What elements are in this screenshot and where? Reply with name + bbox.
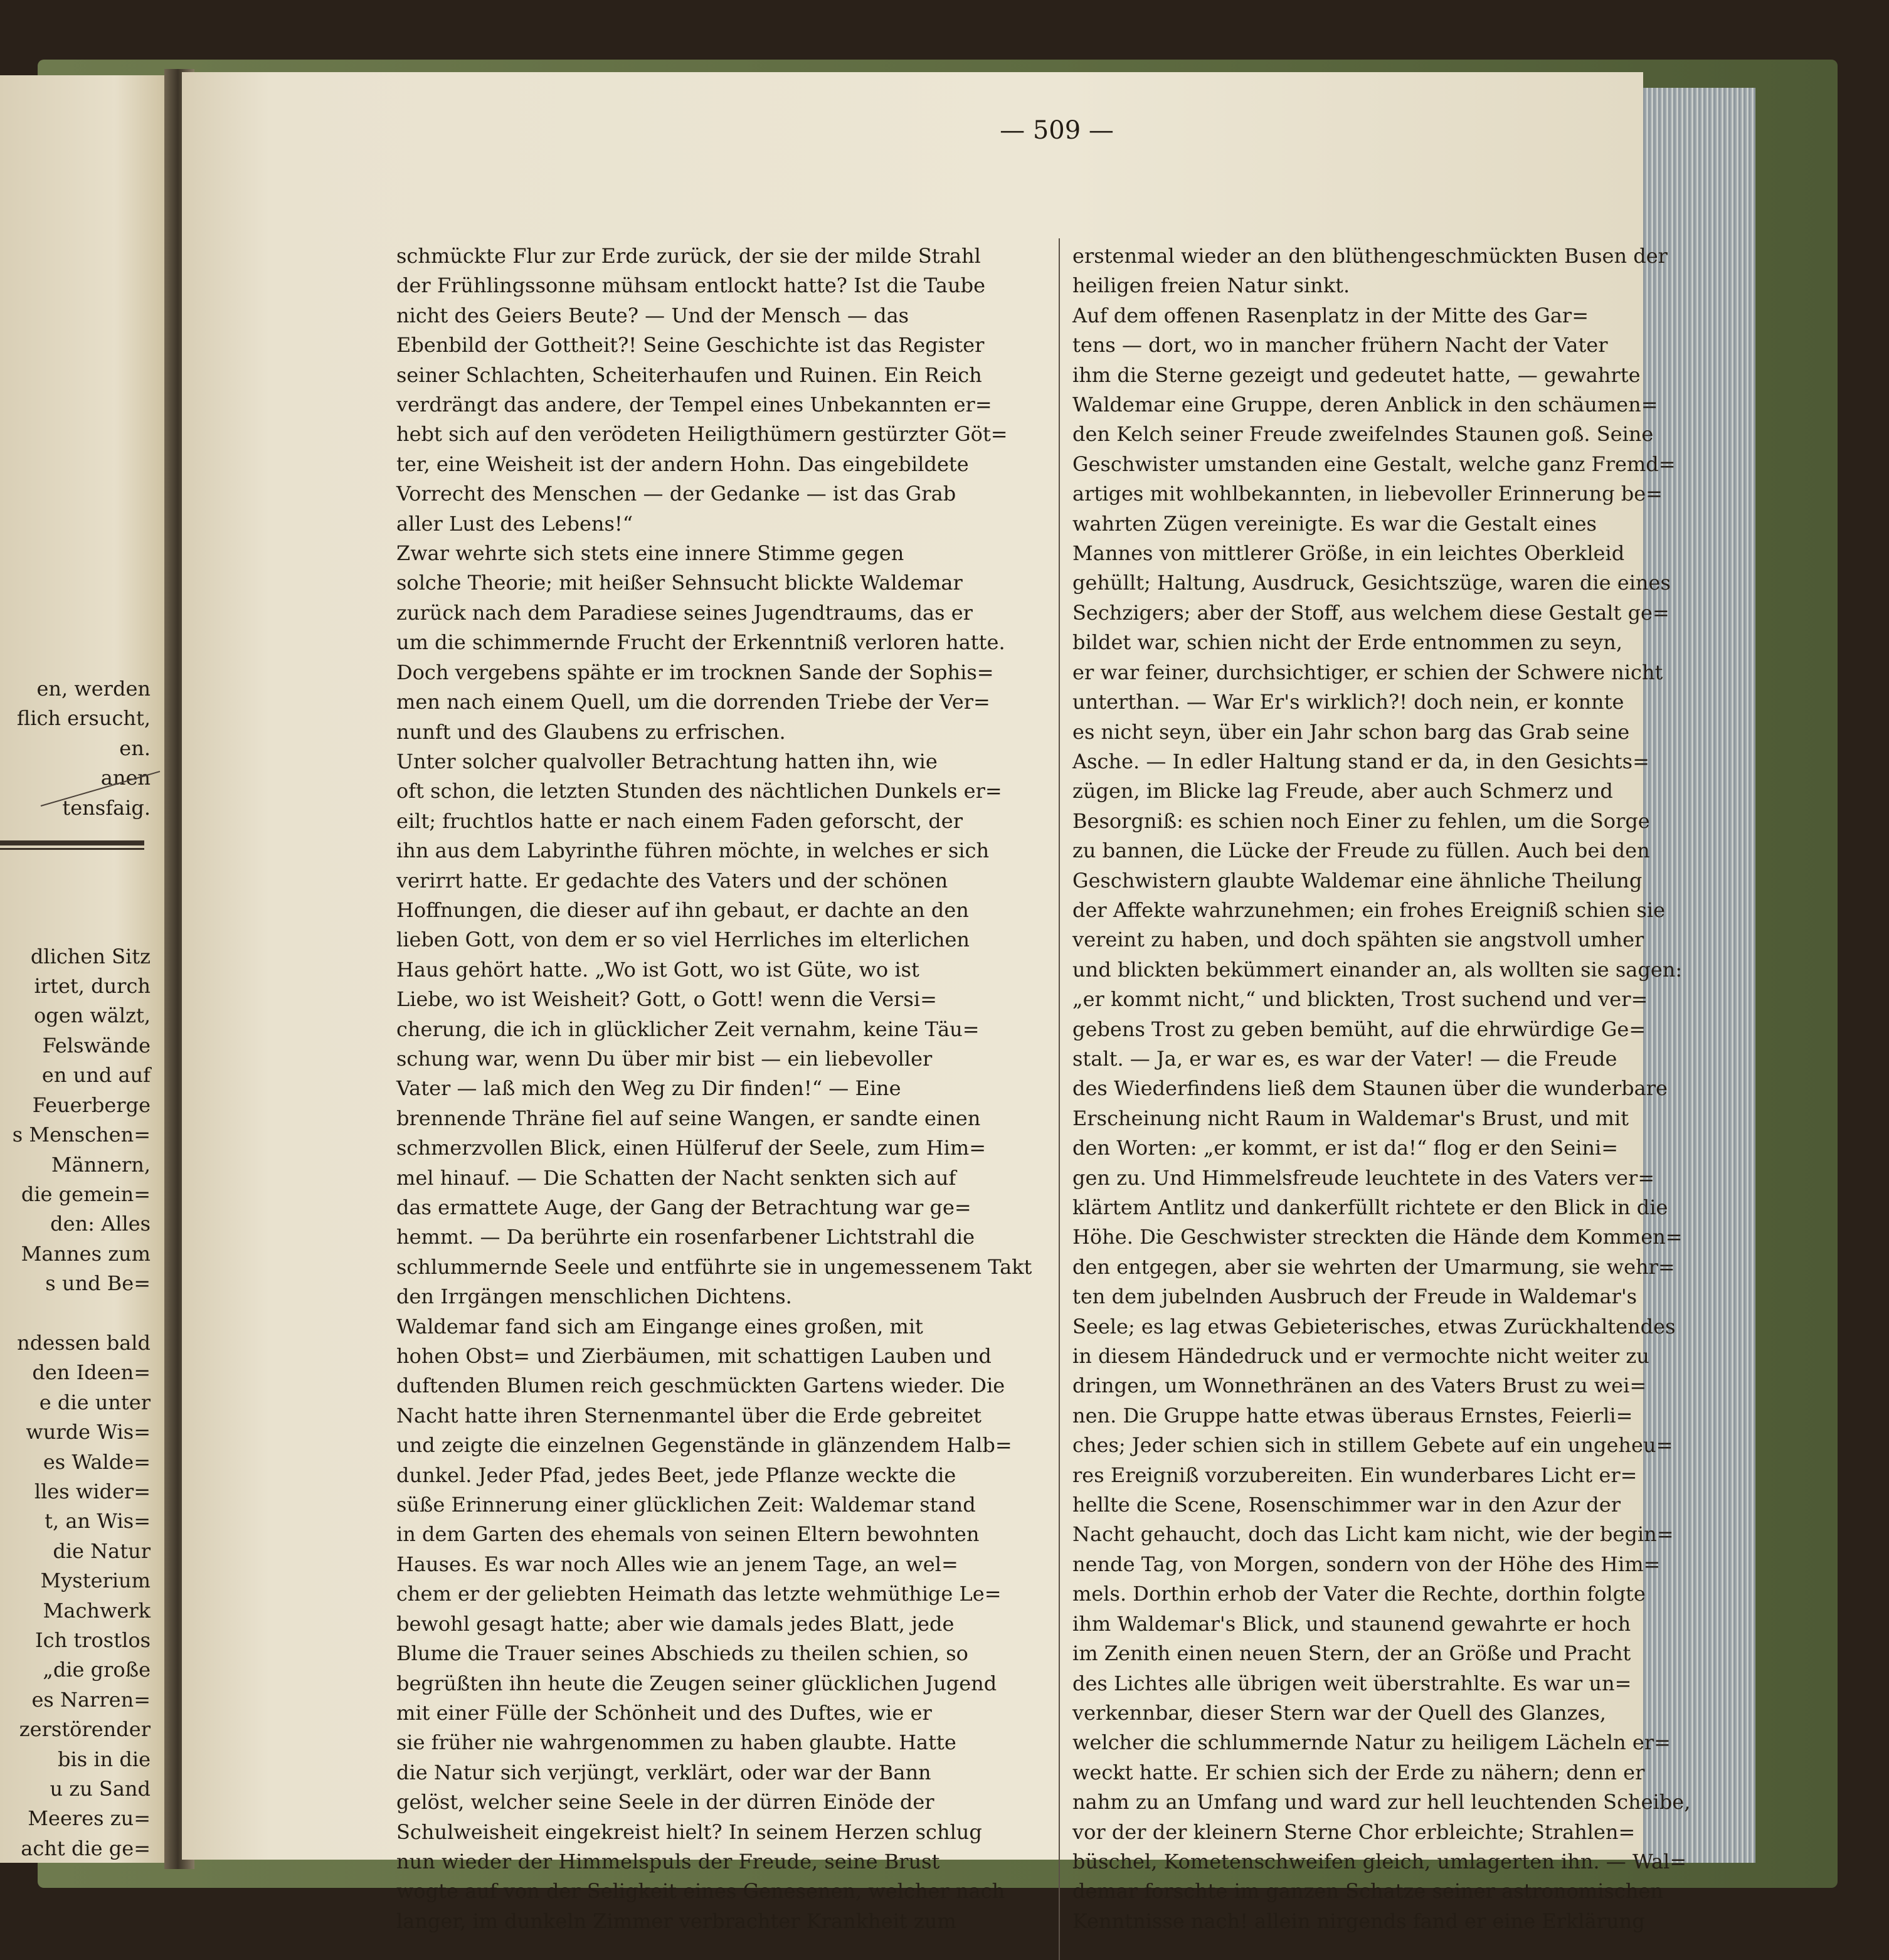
text-line: Auf dem offenen Rasenplatz in der Mitte des Gar= [1072, 303, 1589, 327]
text-line: mel hinauf. — Die Schatten der Nacht senkten sich auf [396, 1165, 956, 1190]
fragment-line: en und auf [41, 1063, 151, 1088]
text-line: nende Tag, von Morgen, sondern von der Höhe des Him= [1072, 1552, 1661, 1576]
text-line: klärtem Antlitz und dankerfüllt richtete er den Blick in die [1072, 1195, 1668, 1219]
text-line: Asche. — In edler Haltung stand er da, in den Gesichts= [1072, 749, 1649, 773]
left-page-rule-thin [0, 848, 144, 850]
text-line: gen zu. Und Himmelsfreude leuchtete in des Vaters ver= [1072, 1165, 1655, 1190]
text-line: in diesem Händedruck und er vermochte nicht weiter zu [1072, 1344, 1649, 1369]
fragment-line: Männern, [51, 1152, 151, 1177]
fragment-line: en. [119, 736, 151, 760]
text-line: der Affekte wahrzunehmen; ein frohes Ereigniß schien sie [1072, 898, 1666, 922]
text-line: Waldemar fand sich am Eingange eines großen, mit [396, 1314, 923, 1338]
text-line: schmerzvollen Blick, einen Hülferuf der Seele, zum Him= [396, 1136, 986, 1160]
text-line: bildet war, schien nicht der Erde entnommen zu seyn, [1072, 630, 1622, 655]
fragment-line: tensfaig. [62, 795, 151, 820]
fragment-line: t, an Wis= [45, 1509, 151, 1534]
text-column-left [396, 241, 1052, 1936]
text-column-right [1072, 241, 1728, 1936]
text-line: cherung, die ich in glücklicher Zeit vernahm, keine Täu= [396, 1017, 980, 1041]
text-line: weckt hatte. Er schien sich der Erde zu nähern; denn er [1072, 1760, 1645, 1784]
right-page [182, 72, 1691, 1933]
text-line: hebt sich auf den verödeten Heiligthümern gestürzter Göt= [396, 422, 1008, 447]
fragment-line: s Menschen= [12, 1123, 151, 1147]
text-line: sie früher nie wahrgenommen zu haben glaubte. Hatte [396, 1730, 956, 1755]
text-line: und zeigte die einzelnen Gegenstände in glänzendem Halb= [396, 1433, 1012, 1458]
fragment-line [0, 882, 151, 912]
text-line: den entgegen, aber sie wehrten der Umarmung, sie wehr= [1072, 1254, 1675, 1279]
text-line: artiges mit wohlbekannten, in liebevoller Erinnerung be= [1072, 482, 1663, 506]
text-line: schmückte Flur zur Erde zurück, der sie der milde Strahl [396, 244, 981, 268]
text-line: oft schon, die letzten Stunden des nächtlichen Dunkels er= [396, 779, 1002, 803]
fragment-line: den Ideen= [32, 1360, 151, 1385]
text-line: Waldemar eine Gruppe, deren Anblick in den schäumen= [1072, 393, 1658, 417]
text-line: nunft und des Glaubens zu erfrischen. [396, 719, 786, 744]
text-line: Unter solcher qualvoller Betrachtung hatten ihn, wie [396, 749, 938, 773]
text-line: Schulweisheit eingekreist hielt? In seinem Herzen schlug [396, 1820, 982, 1844]
text-line: hellte die Scene, Rosenschimmer war in den Azur der [1072, 1493, 1621, 1517]
fragment-line [0, 1299, 151, 1328]
text-line: erstenmal wieder an den blüthengeschmückten Busen der [1072, 244, 1668, 268]
text-line: gebens Trost zu geben bemüht, auf die ehrwürdige Ge= [1072, 1017, 1646, 1041]
text-line: zügen, im Blicke lag Freude, aber auch Schmerz und [1072, 779, 1613, 803]
fragment-line: die Natur [53, 1539, 151, 1563]
text-line: Geschwister umstanden eine Gestalt, welche ganz Fremd= [1072, 452, 1676, 476]
text-line: des Wiederfindens ließ dem Staunen über die wunderbare [1072, 1076, 1668, 1101]
text-line: vor der der kleinern Sterne Chor erbleichte; Strahlen= [1072, 1820, 1636, 1844]
text-line: Besorgniß: es schien noch Einer zu fehlen, um die Sorge [1072, 808, 1650, 833]
text-line: süße Erinnerung einer glücklichen Zeit: Waldemar stand [396, 1493, 976, 1517]
fragment-line: wurde Wis= [26, 1420, 151, 1444]
fragment-line: Feuerberge [32, 1093, 151, 1117]
text-line: nahm zu an Umfang und ward zur hell leuchtenden Scheibe, [1072, 1790, 1691, 1814]
text-line: welcher die schlummernde Natur zu heiligem Lächeln er= [1072, 1730, 1671, 1755]
text-line: schlummernde Seele und entführte sie in ungemessenem Takt [396, 1254, 1032, 1279]
fragment-line: zerstörender [19, 1717, 151, 1742]
text-line: begrüßten ihn heute die Zeugen seiner glücklichen Jugend [396, 1671, 997, 1695]
fragment-line: s und Be= [45, 1271, 151, 1296]
text-line: hohen Obst= und Zierbäumen, mit schattigen Lauben und [396, 1344, 992, 1369]
left-page-rule [0, 840, 144, 845]
text-line: lieben Gott, von dem er so viel Herrliches im elterlichen [396, 928, 970, 952]
text-line: verirrt hatte. Er gedachte des Vaters und der schönen [396, 868, 948, 893]
text-line: es nicht seyn, über ein Jahr schon barg das Grab seine [1072, 719, 1630, 744]
text-line: Geschwistern glaubte Waldemar eine ähnliche Theilung [1072, 868, 1643, 893]
text-line: ter, eine Weisheit ist der andern Hohn. Das eingebildete [396, 452, 969, 476]
fragment-line: ogen wälzt, [33, 1004, 151, 1028]
text-line: Seele; es lag etwas Gebieterisches, etwas Zurückhaltendes [1072, 1314, 1676, 1338]
fragment-line: „die große [43, 1658, 151, 1682]
text-line: Hoffnungen, die dieser auf ihn gebaut, er dachte an den [396, 898, 969, 922]
fragment-line: bis in die [58, 1747, 151, 1771]
fragment-line: flich ersucht, [16, 706, 151, 731]
fragment-line: anen [100, 766, 151, 790]
text-line: den Worten: „er kommt, er ist da!“ flog er den Seini= [1072, 1136, 1619, 1160]
text-line: der Frühlingssonne mühsam entlockt hatte? Ist die Taube [396, 273, 985, 298]
text-line: den Irrgängen menschlichen Dichtens. [396, 1285, 792, 1309]
fragment-line [0, 912, 151, 941]
text-line: er war feiner, durchsichtiger, er schien der Schwere nicht [1072, 660, 1663, 684]
fragment-line: u zu Sand [50, 1777, 151, 1801]
fragment-line: den: Alles [50, 1212, 151, 1236]
text-line: Kenntnisse nach! allein nirgends fand er eine Erklärung [1072, 1909, 1645, 1933]
text-line: duftenden Blumen reich geschmückten Gartens wieder. Die [396, 1374, 1005, 1398]
text-line: Sechzigers; aber der Stoff, aus welchem diese Gestalt ge= [1072, 600, 1669, 625]
text-line: heiligen freien Natur sinkt. [1072, 273, 1350, 298]
text-line: vereint zu haben, und doch spähten sie angstvoll umher [1072, 928, 1644, 952]
text-line: Doch vergebens spähte er im trocknen Sande der Sophis= [396, 660, 994, 684]
text-line: gehüllt; Haltung, Ausdruck, Gesichtszüge, waren die eines [1072, 571, 1671, 595]
fragment-line: dlichen Sitz [30, 944, 151, 968]
text-line: nun wieder der Himmelspuls der Freude, seine Brust [396, 1849, 940, 1873]
text-line: verdrängt das andere, der Tempel eines Unbekannten er= [396, 393, 992, 417]
fragment-line: ndessen bald [17, 1330, 151, 1355]
text-line: des Lichtes alle übrigen weit überstrahlte. Es war un= [1072, 1671, 1632, 1695]
text-line: chem er der geliebten Heimath das letzte wehmüthige Le= [396, 1582, 1002, 1606]
text-line: wahrten Zügen vereinigte. Es war die Gestalt eines [1072, 511, 1597, 536]
fragment-line [0, 852, 151, 882]
text-line: hemmt. — Da berührte ein rosenfarbener Lichtstrahl die [396, 1225, 975, 1249]
text-line: aller Lust des Lebens!“ [396, 511, 633, 536]
text-line: men nach einem Quell, um die dorrenden Triebe der Ver= [396, 690, 990, 714]
fragment-line: acht die ge= [21, 1836, 151, 1860]
text-line: „er kommt nicht,“ und blickten, Trost suchend und ver= [1072, 987, 1648, 1012]
text-line: ches; Jeder schien sich in stillem Gebete auf ein ungeheu= [1072, 1433, 1673, 1458]
text-line: demar forschte im ganzen Schatze seiner astronomischen [1072, 1879, 1663, 1904]
fragment-line: lles wider= [34, 1479, 151, 1503]
text-line: Zwar wehrte sich stets eine innere Stimme gegen [396, 541, 904, 566]
text-line: mit einer Fülle der Schönheit und des Duftes, wie er [396, 1700, 932, 1725]
fragment-line: Felswände [42, 1033, 151, 1057]
fragment-line: Mannes zum [21, 1241, 151, 1266]
text-line: ihm die Sterne gezeigt und gedeutet hatte, — gewahrte [1072, 363, 1641, 387]
text-line: zurück nach dem Paradiese seines Jugendtraums, das er [396, 600, 973, 625]
text-line: Vorrecht des Menschen — der Gedanke — ist das Grab [396, 482, 956, 506]
text-line: Mannes von mittlerer Größe, in ein leichtes Oberkleid [1072, 541, 1625, 566]
fragment-line: irtet, durch [34, 974, 151, 999]
text-line: tens — dort, wo in mancher frühern Nacht der Vater [1072, 333, 1608, 358]
text-line: zu bannen, die Lücke der Freude zu füllen. Auch bei den [1072, 839, 1650, 863]
text-line: unterthan. — War Er's wirklich?! doch nein, er konnte [1072, 690, 1624, 714]
left-page-text-fragment [0, 674, 151, 1863]
text-line: dringen, um Wonnethränen an des Vaters Brust zu wei= [1072, 1374, 1647, 1398]
text-line: seiner Schlachten, Scheiterhaufen und Ruinen. Ein Reich [396, 363, 982, 387]
page-number: — 509 — [1000, 116, 1114, 145]
text-line: Nacht gehaucht, doch das Licht kam nicht, wie der begin= [1072, 1522, 1674, 1547]
fragment-line: en, werden [36, 677, 151, 701]
left-page [0, 75, 164, 1863]
fragment-line: Meeres zu= [28, 1806, 151, 1831]
fragment-line: die gemein= [21, 1182, 151, 1206]
text-line: verkennbar, dieser Stern war der Quell des Glanzes, [1072, 1700, 1606, 1725]
text-line: eilt; fruchtlos hatte er nach einem Faden geforscht, der [396, 808, 963, 833]
text-line: dunkel. Jeder Pfad, jedes Beet, jede Pflanze weckte die [396, 1463, 956, 1487]
text-line: Nacht hatte ihren Sternenmantel über die Erde gebreitet [396, 1403, 982, 1428]
text-line: langer, im dunkeln Zimmer verbrachter Krankheit zum [396, 1909, 956, 1933]
text-line: um die schimmernde Frucht der Erkenntniß verloren hatte. [396, 630, 1005, 655]
text-line: solche Theorie; mit heißer Sehnsucht blickte Waldemar [396, 571, 963, 595]
text-line: res Ereigniß vorzubereiten. Ein wunderbares Licht er= [1072, 1463, 1638, 1487]
text-line: gelöst, welcher seine Seele in der dürren Einöde der [396, 1790, 934, 1814]
text-line: Erscheinung nicht Raum in Waldemar's Brust, und mit [1072, 1106, 1629, 1130]
text-line: mels. Dorthin erhob der Vater die Rechte, dorthin folgte [1072, 1582, 1646, 1606]
text-line: die Natur sich verjüngt, verklärt, oder war der Bann [396, 1760, 931, 1784]
text-line: Vater — laß mich den Weg zu Dir finden!“ — Eine [396, 1076, 901, 1101]
text-line: ten dem jubelnden Ausbruch der Freude in Waldemar's [1072, 1285, 1638, 1309]
text-line: nicht des Geiers Beute? — Und der Mensch — das [396, 303, 909, 327]
fragment-line: es Walde= [43, 1449, 151, 1474]
fragment-line: Machwerk [43, 1598, 151, 1623]
text-line: bewohl gesagt hatte; aber wie damals jedes Blatt, jede [396, 1611, 955, 1636]
column-divider [1059, 238, 1060, 1960]
text-line: und blickten bekümmert einander an, als wollten sie sagen: [1072, 957, 1683, 982]
text-line: Hauses. Es war noch Alles wie an jenem Tage, an wel= [396, 1552, 958, 1576]
text-line: den Kelch seiner Freude zweifelndes Staunen goß. Seine [1072, 422, 1654, 447]
text-line: das ermattete Auge, der Gang der Betrachtung war ge= [396, 1195, 971, 1219]
text-line: Blume die Trauer seines Abschieds zu theilen schien, so [396, 1641, 968, 1666]
text-line: stalt. — Ja, er war es, es war der Vater! — die Freude [1072, 1046, 1617, 1071]
text-line: schung war, wenn Du über mir bist — ein liebevoller [396, 1046, 933, 1071]
text-line: in dem Garten des ehemals von seinen Eltern bewohnten [396, 1522, 980, 1547]
fragment-line: Ich trostlos [35, 1628, 151, 1652]
pencil-mark [38, 762, 163, 812]
text-line: nen. Die Gruppe hatte etwas überaus Ernstes, Feierli= [1072, 1403, 1633, 1428]
fragment-line: e die unter [39, 1390, 151, 1414]
text-line: Haus gehört hatte. „Wo ist Gott, wo ist Güte, wo ist [396, 957, 919, 982]
fragment-line: es Narren= [31, 1687, 151, 1712]
text-line: im Zenith einen neuen Stern, der an Größe und Pracht [1072, 1641, 1631, 1666]
text-line: Höhe. Die Geschwister streckten die Hände dem Kommen= [1072, 1225, 1683, 1249]
text-line: brennende Thräne fiel auf seine Wangen, er sandte einen [396, 1106, 981, 1130]
fragment-line: Mysterium [40, 1569, 151, 1593]
text-line: ihm Waldemar's Blick, und staunend gewahrte er hoch [1072, 1611, 1631, 1636]
text-line: Ebenbild der Gottheit?! Seine Geschichte ist das Register [396, 333, 985, 358]
text-line: büschel, Kometenschweifen gleich, umlagerten ihn. — Wal= [1072, 1849, 1687, 1873]
text-line: Liebe, wo ist Weisheit? Gott, o Gott! wenn die Versi= [396, 987, 937, 1012]
text-line: wogte auf von der Seligkeit eines Genesenen, welcher nach [396, 1879, 1005, 1904]
text-line: ihn aus dem Labyrinthe führen möchte, in welches er sich [396, 839, 990, 863]
